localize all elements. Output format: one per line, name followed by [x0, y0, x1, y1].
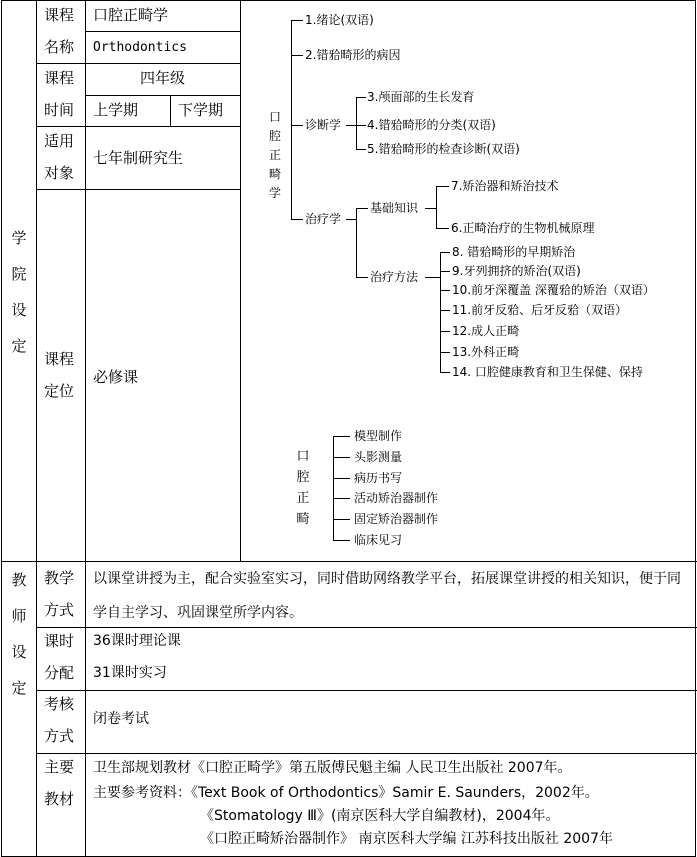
textbooks-label-2: 教材 [44, 790, 75, 808]
diagram1-node-11: 11.前牙反𬌗、后牙反𬌗（双语） [452, 303, 628, 317]
hours-label-1: 课时 [44, 632, 75, 650]
textbook-ref-3: 《口腔正畸矫治器制作》 南京医科大学编 江苏科技出版社 2007年 [200, 831, 613, 847]
course-grade: 四年级 [139, 69, 185, 87]
exam-label-2: 方式 [44, 727, 75, 745]
teaching-method-label-1: 教学 [44, 569, 75, 587]
diagram1-basic: 基础知识 [370, 201, 419, 215]
section-label-teacher: 教师设定 [11, 571, 27, 697]
hours-theory: 36课时理论课 [93, 633, 181, 649]
course-time-label-2: 时间 [44, 101, 75, 119]
term-second: 下学期 [178, 101, 224, 119]
textbook-ref-2: 《Stomatology Ⅲ》(南京医科大学自编教材)，2004年。 [200, 808, 560, 824]
diagram1-node-6: 6.正畸治疗的生物机械原理 [451, 221, 595, 235]
diagram1-node-14: 14. 口腔健康教育和卫生保健、保持 [452, 365, 643, 379]
diagram2-item: 病历书写 [354, 471, 403, 485]
term-first: 上学期 [93, 101, 139, 119]
diagram1-node-5: 5.错𬌗畸形的检查诊断(双语) [367, 142, 520, 156]
positioning-label-2: 定位 [44, 382, 75, 400]
diagram2-item: 临床见习 [354, 533, 403, 547]
diagram1-treatment: 治疗学 [305, 212, 342, 226]
diagram1-node-12: 12.成人正畸 [452, 324, 520, 338]
diagram2-item: 活动矫治器制作 [354, 491, 439, 505]
diagram1-node-1: 1.绪论(双语) [305, 13, 374, 27]
audience-label-1: 适用 [44, 132, 75, 150]
diagram1-method: 治疗方法 [370, 270, 419, 284]
diagram1-node-7: 7.矫治器和矫治技术 [451, 179, 559, 193]
course-name-label-2: 名称 [44, 38, 75, 56]
audience-value: 七年制研究生 [93, 149, 184, 167]
positioning-value: 必修课 [93, 368, 139, 386]
hours-practice: 31课时实习 [93, 665, 167, 681]
section-label-college: 学院设定 [11, 229, 27, 355]
diagram1-node-4: 4.错𬌗畸形的分类(双语) [367, 118, 496, 132]
positioning-label-1: 课程 [44, 350, 75, 368]
textbook-main: 卫生部规划教材《口腔正畸学》第五版傅民魁主编 人民卫生出版社 2007年。 [93, 760, 572, 776]
course-name-en: Orthodontics [93, 40, 187, 55]
diagram2-item: 模型制作 [354, 429, 403, 443]
course-name-label-1: 课程 [44, 6, 75, 24]
teaching-method-value: 以课堂讲授为主，配合实验室实习，同时借助网络教学平台，拓展课堂讲授的相关知识，便于同学自主学习、巩固课堂所学内容。 [93, 571, 681, 621]
textbooks-label-1: 主要 [44, 758, 75, 776]
diagram1-root: 口腔正畸学 [268, 110, 281, 200]
diagram1-node-13: 13.外科正畸 [452, 345, 520, 359]
diagram2-item: 固定矫治器制作 [354, 512, 439, 526]
teaching-method-label-2: 方式 [44, 601, 75, 619]
diagram1-node-10: 10.前牙深覆盖 深覆𬌗的矫治（双语） [452, 283, 655, 297]
textbook-ref-1: 主要参考资料：《Text Book of Orthodontics》Samir E. Saunders，2002年。 [93, 785, 599, 801]
diagram1-node-2: 2.错𬌗畸形的病因 [305, 48, 401, 62]
diagram2-root: 口腔正畸 [296, 449, 310, 527]
diagram2-item: 头影测量 [354, 450, 403, 464]
exam-label-1: 考核 [44, 695, 75, 713]
diagram1-node-9: 9.牙列拥挤的矫治(双语) [452, 264, 581, 278]
hours-label-2: 分配 [44, 664, 75, 682]
diagram1-diagnosis: 诊断学 [305, 118, 342, 132]
course-time-label-1: 课程 [44, 69, 75, 87]
exam-value: 闭卷考试 [93, 711, 149, 727]
diagram1-node-3: 3.颅面部的生长发育 [367, 90, 475, 104]
audience-label-2: 对象 [44, 164, 75, 182]
diagram1-node-8: 8. 错𬌗畸形的早期矫治 [452, 245, 576, 259]
course-name-zh: 口腔正畸学 [93, 6, 169, 24]
